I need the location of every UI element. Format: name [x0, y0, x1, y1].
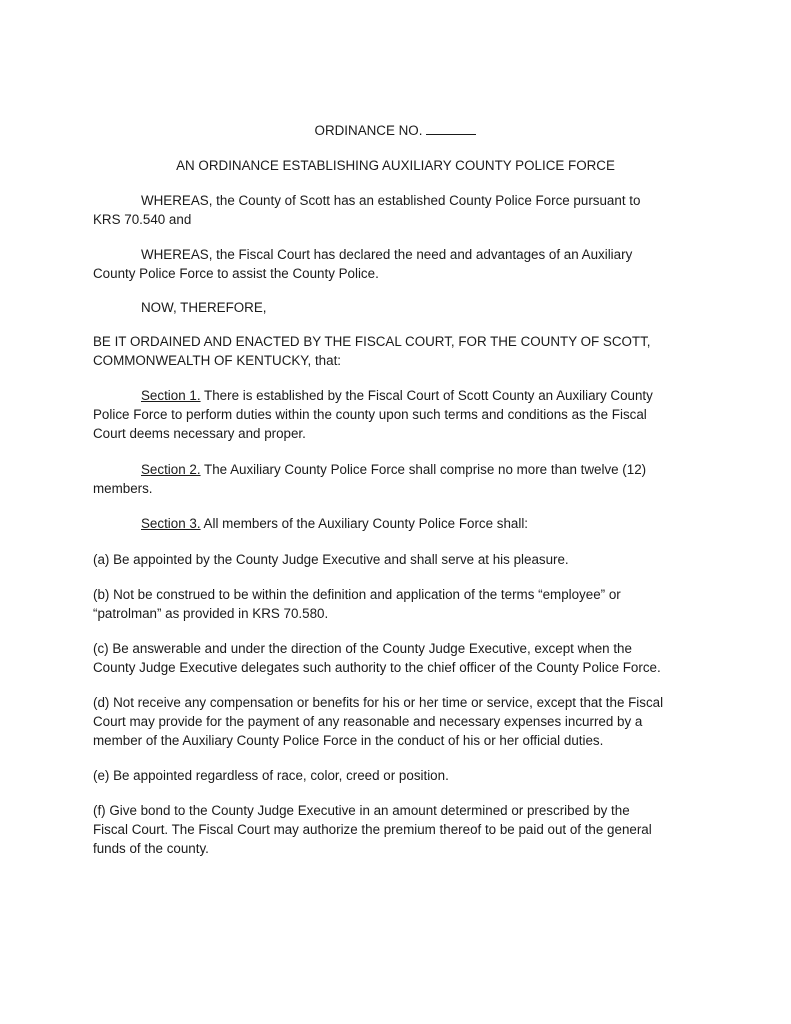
item-c-line-1: (c) Be answerable and under the direction of the County Judge Executive, except when the [93, 641, 632, 656]
section-3-label: Section 3. [141, 516, 201, 531]
ordinance-subtitle: AN ORDINANCE ESTABLISHING AUXILIARY COUNTY POLICE FORCE [176, 158, 615, 173]
ordinance-number-prefix: ORDINANCE NO. [314, 123, 423, 138]
ordinance-number-blank [426, 122, 476, 135]
now-therefore: NOW, THEREFORE, [141, 300, 267, 315]
section-3-text: All members of the Auxiliary County Police Force shall: [200, 516, 529, 531]
item-f-line-2: Fiscal Court. The Fiscal Court may authorize the premium thereof to be paid out of the general [93, 822, 652, 837]
item-f-line-1: (f) Give bond to the County Judge Executive in an amount determined or prescribed by the [93, 803, 630, 818]
whereas-1-line-2: KRS 70.540 and [93, 212, 192, 227]
section-2-label: Section 2. [141, 462, 201, 477]
section-1-text: There is established by the Fiscal Court of Scott County an Auxiliary County [200, 388, 653, 403]
section-2-line-1 [141, 461, 646, 479]
item-d-line-2: Court may provide for the payment of any reasonable and necessary expenses incurred by a [93, 714, 643, 729]
whereas-2-line-1: WHEREAS, the Fiscal Court has declared the need and advantages of an Auxiliary [141, 247, 633, 262]
section-3-line-1 [141, 515, 528, 533]
ordained-line-2: COMMONWEALTH OF KENTUCKY, that: [93, 353, 342, 368]
item-b-line-1: (b) Not be construed to be within the definition and application of the terms “employee” or [93, 587, 621, 602]
item-e-line-1: (e) Be appointed regardless of race, color, creed or position. [93, 768, 449, 783]
item-c-line-2: County Judge Executive delegates such authority to the chief officer of the County Police Force. [93, 660, 661, 675]
section-1-line-1 [141, 387, 653, 405]
item-f-line-3: funds of the county. [93, 841, 209, 856]
section-2-text: The Auxiliary County Police Force shall comprise no more than twelve (12) [200, 462, 647, 477]
section-1-label: Section 1. [141, 388, 201, 403]
section-2-line-2: members. [93, 481, 153, 496]
section-1-line-2: Police Force to perform duties within the county upon such terms and conditions as the Fiscal [93, 407, 647, 422]
item-a-line-1: (a) Be appointed by the County Judge Executive and shall serve at his pleasure. [93, 552, 569, 567]
item-b-line-2: “patrolman” as provided in KRS 70.580. [93, 606, 329, 621]
whereas-2-line-2: County Police Force to assist the County Police. [93, 266, 379, 281]
item-d-line-3: member of the Auxiliary County Police Force in the conduct of his or her official duties. [93, 733, 604, 748]
ordained-line-1: BE IT ORDAINED AND ENACTED BY THE FISCAL COURT, FOR THE COUNTY OF SCOTT, [93, 334, 651, 349]
ordinance-number-title [0, 122, 791, 140]
item-d-line-1: (d) Not receive any compensation or benefits for his or her time or service, except that the Fiscal [93, 695, 664, 710]
whereas-1-line-1: WHEREAS, the County of Scott has an established County Police Force pursuant to [141, 193, 641, 208]
section-1-line-3: Court deems necessary and proper. [93, 426, 306, 441]
